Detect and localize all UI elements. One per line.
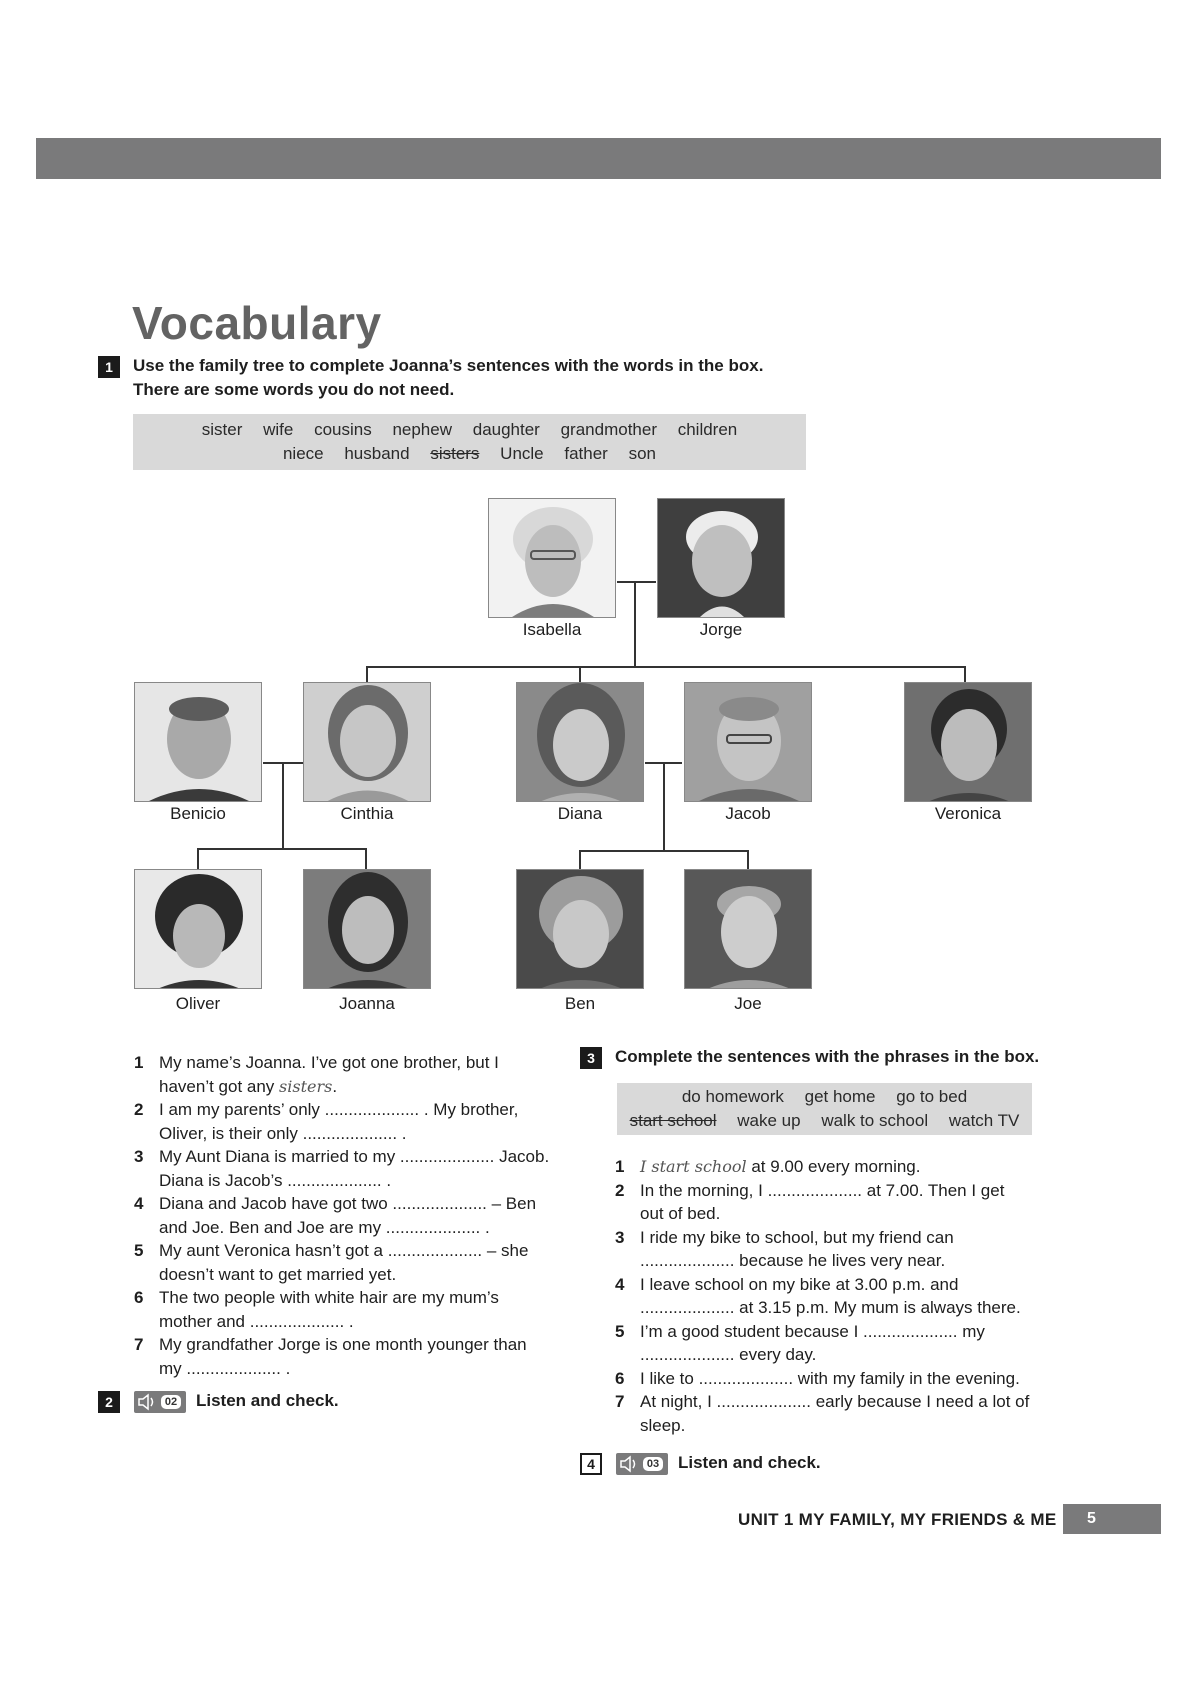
name-joanna: Joanna	[339, 994, 395, 1013]
exercise-4-number: 4	[580, 1453, 602, 1475]
photo-benicio	[134, 682, 262, 802]
phrase: get home	[804, 1087, 876, 1106]
word: son	[628, 444, 657, 463]
phrase-box-row-1	[617, 1085, 1032, 1109]
handwritten-answer: sisters	[279, 1076, 333, 1096]
header-bar	[36, 138, 1161, 179]
name-isabella: Isabella	[522, 620, 582, 639]
exercise-4-instruction: Listen and check.	[678, 1453, 821, 1472]
list-item: 5 I’m a good student because I .................... my .................... every day.	[615, 1321, 985, 1364]
list-item: 6 I like to .................... with my family in the evening.	[615, 1368, 1020, 1388]
phrase: watch TV	[948, 1111, 1020, 1130]
name-jacob: Jacob	[725, 804, 771, 823]
unit-title: UNIT 1 MY FAMILY, MY FRIENDS & ME	[738, 1510, 1057, 1529]
word: father	[564, 444, 608, 463]
audio-track-03[interactable]	[616, 1453, 668, 1475]
word: grandmother	[560, 420, 657, 439]
page-number: 5	[1087, 1510, 1096, 1527]
section-title: Vocabulary	[132, 297, 382, 349]
list-item: 1 I start school at 9.00 every morning.	[615, 1157, 921, 1176]
word: niece	[282, 444, 324, 463]
name-oliver: Oliver	[175, 994, 221, 1013]
list-item: 5 My aunt Veronica hasn’t got a .................... – she doesn’t want to get married yet.	[134, 1241, 529, 1284]
word: cousins	[314, 420, 372, 439]
list-item: 3 My Aunt Diana is married to my .................... Jacob. Diana is Jacob’s .................... .	[134, 1147, 550, 1190]
word-box-row-2	[133, 442, 806, 466]
phrase: go to bed	[896, 1087, 968, 1106]
list-item: 4 I leave school on my bike at 3.00 p.m. and .................... at 3.15 p.m. My mum is always there.	[615, 1274, 1021, 1317]
word: Uncle	[500, 444, 544, 463]
photo-veronica	[904, 682, 1032, 802]
photo-joe	[684, 869, 812, 989]
word: children	[677, 420, 738, 439]
word-crossed-out: sisters	[430, 444, 480, 463]
list-item: 1 My name’s Joanna. I’ve got one brother, but I haven’t got any sisters.	[134, 1053, 499, 1096]
page-number-tab	[1063, 1504, 1161, 1534]
photo-cinthia	[303, 682, 431, 802]
word: sister	[201, 420, 243, 439]
list-item: 2 I am my parents’ only .................... . My brother, Oliver, is their only .................... .	[134, 1100, 519, 1143]
list-item: 6 The two people with white hair are my mum’s mother and .................... .	[134, 1288, 499, 1331]
phrase: walk to school	[821, 1111, 929, 1130]
photo-jorge	[657, 498, 785, 618]
exercise-2-number: 2	[98, 1391, 120, 1413]
list-item: 4 Diana and Jacob have got two .................... – Ben and Joe. Ben and Joe are my .................... .	[134, 1194, 537, 1237]
photo-ben	[516, 869, 644, 989]
word: nephew	[392, 420, 452, 439]
photo-oliver	[134, 869, 262, 989]
list-item: 3 I ride my bike to school, but my friend can .................... because he lives very near.	[615, 1227, 954, 1270]
photo-joanna	[303, 869, 431, 989]
name-joe: Joe	[734, 994, 762, 1013]
word-box-row-1	[133, 418, 806, 442]
exercise-1-number: 1	[98, 356, 120, 378]
phrase-crossed-out: start school	[629, 1111, 717, 1130]
list-item: 7 At night, I .................... early because I need a lot of sleep.	[615, 1392, 1030, 1435]
list-item: 2 In the morning, I .................... at 7.00. Then I get out of bed.	[615, 1180, 1005, 1223]
exercise-3-sentences	[615, 1155, 1045, 1445]
word: daughter	[472, 420, 540, 439]
audio-track-02[interactable]	[134, 1391, 186, 1413]
phrase: wake up	[737, 1111, 801, 1130]
exercise-3-phrase-box	[617, 1083, 1032, 1135]
phrase-box-row-2	[617, 1109, 1032, 1133]
exercise-1-sentences	[134, 1051, 574, 1391]
exercise-1-word-box	[133, 414, 806, 470]
track-number: 03	[646, 1458, 660, 1470]
name-veronica: Veronica	[934, 804, 1002, 823]
list-item: 7 My grandfather Jorge is one month younger than my .................... .	[134, 1335, 527, 1378]
exercise-1-instruction-line2: There are some words you do not need.	[133, 380, 455, 399]
name-cinthia: Cinthia	[340, 804, 394, 823]
name-diana: Diana	[557, 804, 603, 823]
exercise-3-number: 3	[580, 1047, 602, 1069]
name-benicio: Benicio	[170, 804, 226, 823]
exercise-1-instruction-line1: Use the family tree to complete Joanna’s sentences with the words in the box.	[133, 356, 764, 375]
handwritten-answer: I start school	[640, 1157, 747, 1176]
name-jorge: Jorge	[699, 620, 743, 639]
word: husband	[344, 444, 410, 463]
track-number: 02	[164, 1396, 178, 1408]
photo-diana	[516, 682, 644, 802]
word: wife	[263, 420, 294, 439]
photo-jacob	[684, 682, 812, 802]
phrase: do homework	[681, 1087, 784, 1106]
exercise-2-instruction: Listen and check.	[196, 1391, 339, 1410]
exercise-3-instruction: Complete the sentences with the phrases in the box.	[615, 1047, 1040, 1066]
name-ben: Ben	[564, 994, 596, 1013]
photo-isabella	[488, 498, 616, 618]
